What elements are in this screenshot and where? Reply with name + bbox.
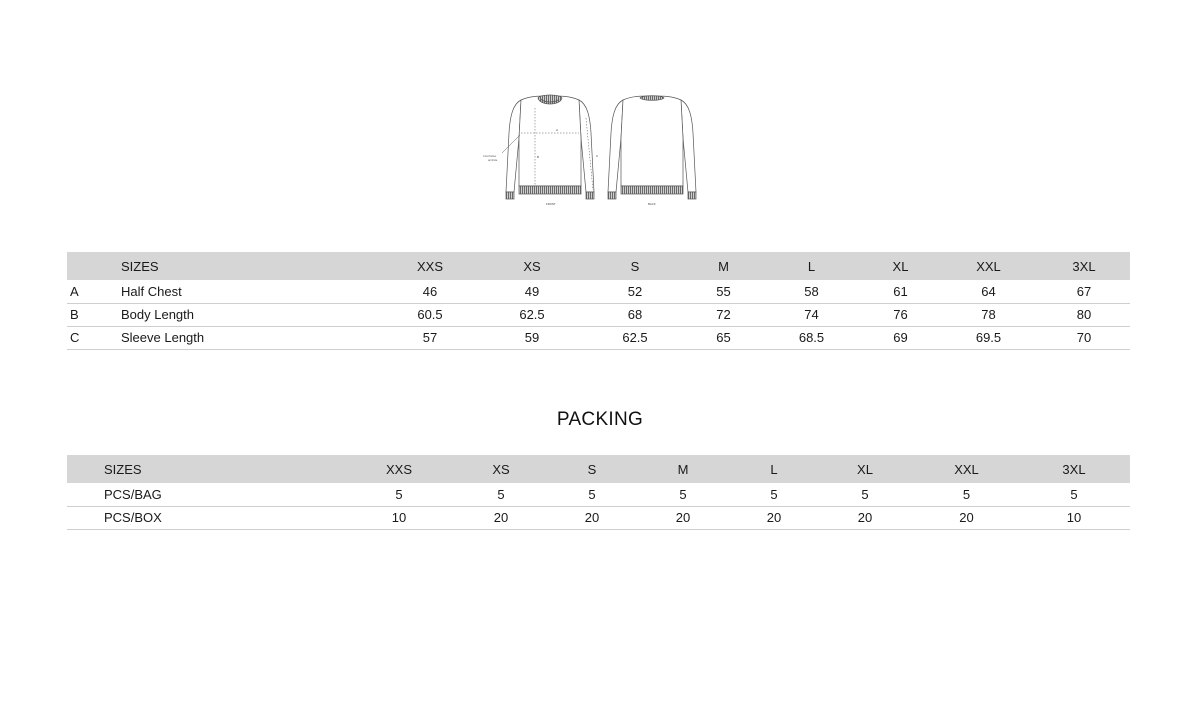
cell-value: 65 [716, 330, 731, 345]
cell-value: 80 [1076, 307, 1092, 322]
size-chart-table [67, 252, 1130, 350]
row-code: A [70, 283, 79, 299]
cell-value: 62.5 [519, 307, 545, 322]
packing-title: PACKING [556, 409, 644, 430]
cell-value: 67 [1076, 283, 1092, 299]
cell-value: 62.5 [622, 330, 648, 345]
cell-value: 58 [804, 283, 819, 299]
cell-value: 59 [524, 330, 540, 345]
cell-value: 5 [1070, 486, 1078, 502]
sweatshirt-drawing [480, 88, 720, 214]
label-c: C [596, 154, 599, 158]
cell-value: 5 [497, 486, 505, 502]
size-col-xxs: XXS [416, 258, 443, 274]
packing-spacer [67, 483, 104, 506]
size-col-3xl: 3XL [1072, 258, 1096, 274]
label-b: B [537, 155, 540, 159]
cell-value: 70 [1076, 330, 1092, 345]
size-col-m: M [677, 461, 689, 477]
row-label: Sleeve Length [121, 330, 205, 345]
cell-value: 69 [893, 330, 908, 345]
row-label: PCS/BOX [104, 510, 162, 525]
cell-value: 68.5 [798, 330, 825, 345]
cell-value: 61 [893, 283, 908, 299]
row-label: Body Length [121, 307, 195, 322]
size-col-xxl: XXL [954, 461, 979, 477]
packing-spacer [67, 506, 104, 529]
size-col-xl: XL [857, 461, 873, 477]
row-code: B [70, 307, 79, 322]
size-header-row [67, 252, 1130, 280]
table-row [67, 506, 1130, 529]
table-row [67, 326, 1130, 349]
cell-value: 5 [679, 486, 687, 502]
size-col-s: S [630, 258, 640, 274]
cell-value: 5 [588, 486, 596, 502]
cell-value: 20 [857, 510, 873, 525]
cell-value: 10 [391, 510, 407, 525]
table-row [67, 483, 1130, 506]
cell-value: 64 [981, 283, 996, 299]
packing-spacer [67, 455, 104, 483]
row-label: PCS/BAG [104, 486, 162, 502]
label-a: A [556, 128, 559, 132]
back-label: BACK [648, 202, 656, 206]
cell-value: 55 [716, 283, 731, 299]
cell-value: 10 [1066, 510, 1082, 525]
cell-value: 76 [893, 307, 908, 322]
cell-value: 20 [675, 510, 691, 525]
back-sweatshirt [608, 96, 696, 199]
size-col-l: L [807, 258, 816, 274]
size-col-3xl: 3XL [1062, 461, 1086, 477]
size-col-xs: XS [492, 461, 510, 477]
table-row [67, 280, 1130, 303]
packing-table [67, 455, 1130, 530]
callout-text-2: armhole [488, 159, 498, 162]
cell-value: 68 [627, 307, 643, 322]
front-sweatshirt [506, 95, 594, 199]
sizes-header: SIZES [121, 258, 159, 274]
table-row [67, 303, 1130, 326]
cell-value: 20 [959, 510, 974, 525]
packing-header-row [67, 455, 1130, 483]
cell-value: 46 [422, 283, 438, 299]
callout-text-1: Cord below [483, 155, 497, 158]
cell-value: 5 [770, 486, 778, 502]
cell-value: 72 [716, 307, 731, 322]
cell-value: 74 [804, 307, 819, 322]
cell-value: 52 [627, 283, 643, 299]
code-header [67, 252, 121, 280]
cell-value: 69.5 [975, 330, 1002, 345]
size-col-l: L [770, 461, 778, 477]
size-col-xxs: XXS [385, 461, 412, 477]
cell-value: 60.5 [417, 307, 443, 322]
size-col-xs: XS [523, 258, 541, 274]
cell-value: 20 [584, 510, 600, 525]
front-label: FRONT [546, 202, 556, 206]
sizes-header: SIZES [104, 461, 142, 477]
row-code: C [70, 330, 80, 345]
row-label: Half Chest [121, 283, 182, 299]
size-col-m: M [718, 258, 729, 274]
garment-illustration [480, 88, 720, 214]
size-col-xxl: XXL [976, 258, 1001, 274]
cell-value: 5 [861, 486, 869, 502]
cell-value: 49 [524, 283, 540, 299]
cell-value: 20 [766, 510, 782, 525]
cell-value: 57 [422, 330, 438, 345]
cell-value: 78 [981, 307, 996, 322]
size-col-xl: XL [892, 258, 909, 274]
cell-value: 5 [962, 486, 971, 502]
size-col-s: S [587, 461, 597, 477]
cell-value: 20 [493, 510, 509, 525]
cell-value: 5 [395, 486, 403, 502]
